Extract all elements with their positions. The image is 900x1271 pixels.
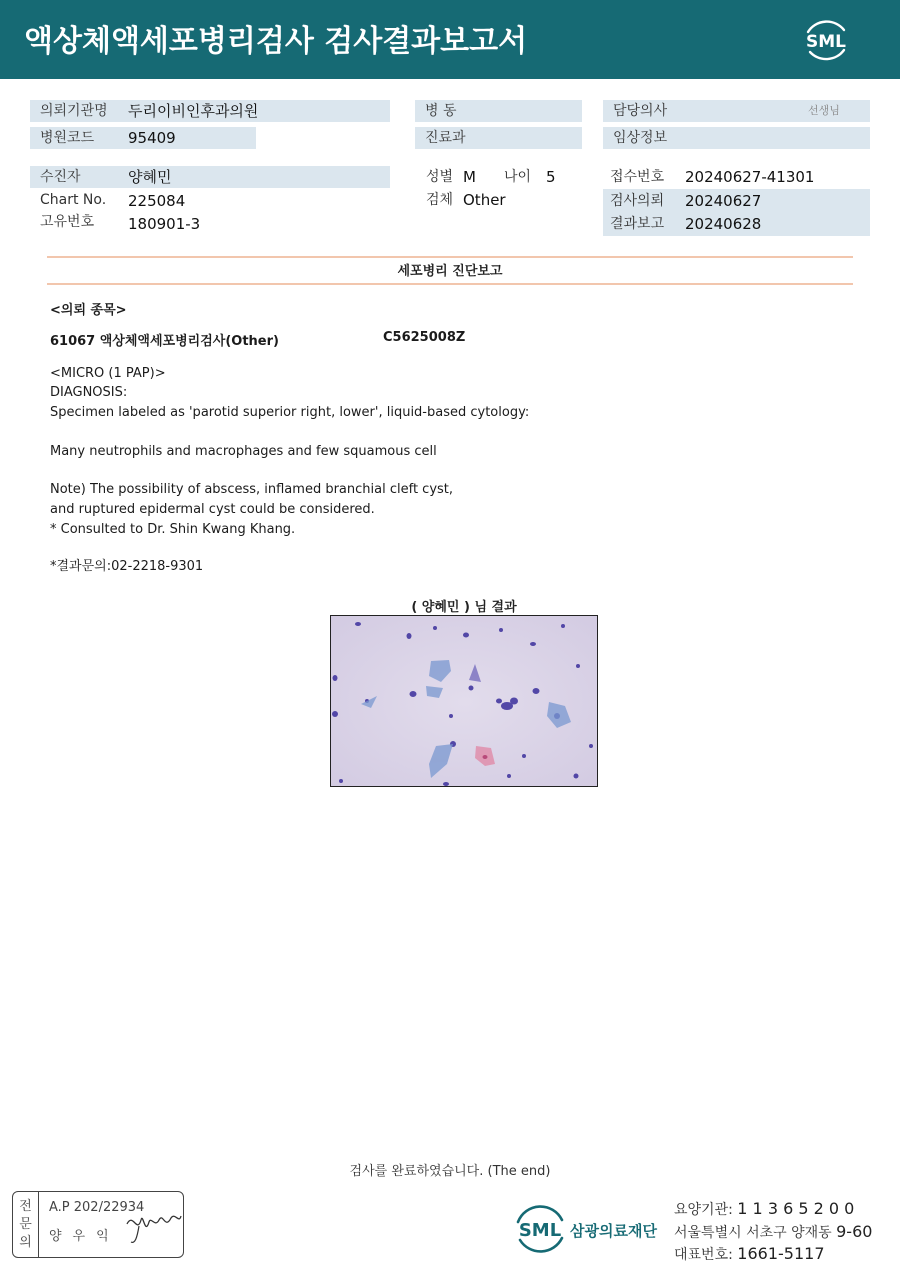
footer-phone-line [674, 1244, 825, 1264]
age-label: 나이 [504, 169, 532, 185]
specimen-line: Specimen labeled as 'parotid superior right, lower', liquid-based cytology: [50, 405, 530, 420]
report-date-label: 결과보고 [610, 216, 665, 232]
request-date-value: 20240627 [685, 192, 762, 210]
section-title: 세포병리 진단보고 [397, 264, 503, 279]
unique-no-label: 고유번호 [40, 214, 95, 230]
pathologist-stamp [12, 1191, 184, 1258]
contact-line: *결과문의:02-2218-9301 [50, 559, 204, 574]
stamp-side-label [13, 1192, 39, 1257]
report-date-value: 20240628 [685, 215, 762, 233]
end-text: 검사를 완료하였습니다. (The end) [349, 1164, 551, 1179]
chart-no-label: Chart No. [40, 192, 107, 208]
note-line-1: Note) The possibility of abscess, inflamed branchial cleft cyst, [50, 482, 454, 497]
image-caption: ( 양혜민 ) 님 결과 [411, 600, 517, 615]
chart-no-value: 225084 [128, 192, 186, 210]
report-title: 액상체액세포병리검사 검사결과보고서 [24, 24, 528, 59]
finding-line: Many neutrophils and macrophages and few squamous cell [50, 444, 437, 459]
section-rule-bottom [47, 283, 853, 285]
age-value: 5 [546, 168, 556, 186]
sex-label: 성별 [426, 169, 454, 185]
stamp-side-1: 전 [19, 1198, 32, 1214]
ward-row [415, 100, 582, 122]
request-item-code: 61067 액상체액세포병리검사(Other) [50, 334, 279, 349]
unique-no-value: 180901-3 [128, 215, 201, 233]
cytology-image-drawing [331, 616, 598, 787]
stamp-pathologist-name: 양우익 [49, 1229, 120, 1244]
sex-value: M [463, 168, 476, 186]
note-line-2: and ruptured epidermal cyst could be considered. [50, 502, 375, 517]
sml-footer-logo-text: SML [518, 1220, 562, 1241]
hospital-code-value: 95409 [128, 129, 176, 147]
doctor-label: 담당의사 [613, 103, 668, 119]
cytology-image [330, 615, 598, 787]
diagnosis-label: DIAGNOSIS: [50, 385, 128, 400]
institution-label: 의뢰기관명 [40, 103, 108, 119]
department-row [415, 127, 582, 149]
institution-value: 두리이비인후과의원 [128, 102, 259, 120]
footer-address: 서울특별시 서초구 양재동 [674, 1225, 832, 1241]
specimen-value: Other [463, 191, 506, 209]
request-item-id: C5625008Z [383, 330, 466, 345]
sml-logo-text: SML [806, 32, 846, 52]
footer-code-value: 1 1 3 6 5 2 0 0 [737, 1199, 855, 1218]
footer-phone-label: 대표번호: [674, 1247, 733, 1263]
patient-row [30, 166, 390, 188]
patient-value: 양혜민 [128, 168, 172, 186]
clinical-info-row [603, 127, 870, 149]
stamp-side-2: 문 [19, 1216, 32, 1232]
note-line-3: * Consulted to Dr. Shin Kwang Khang. [50, 522, 296, 537]
request-date-label: 검사의뢰 [610, 193, 665, 209]
sml-footer-logo-icon [510, 1200, 570, 1256]
footer-address-line [674, 1222, 872, 1242]
report-header [0, 0, 900, 79]
department-label: 진료과 [425, 130, 466, 146]
footer-org-name: 삼광의료재단 [570, 1222, 657, 1240]
signature-icon [125, 1206, 183, 1246]
receipt-label: 접수번호 [610, 169, 665, 185]
footer-code-label: 요양기관: [674, 1202, 733, 1218]
sml-logo-icon [798, 12, 854, 68]
ward-label: 병 동 [425, 103, 457, 119]
stamp-ap-number: A.P 202/22934 [49, 1200, 145, 1215]
receipt-value: 20240627-41301 [685, 168, 815, 186]
hospital-code-label: 병원코드 [40, 130, 95, 146]
footer-phone-value: 1661-5117 [737, 1244, 825, 1263]
stamp-side-3: 의 [19, 1234, 32, 1250]
specimen-label: 검체 [426, 192, 454, 208]
request-items-header: <의뢰 종목> [50, 303, 127, 318]
clinical-info-label: 임상정보 [613, 130, 668, 146]
footer-address-no: 9-60 [836, 1222, 873, 1241]
section-rule-top [47, 256, 853, 258]
micro-header: <MICRO (1 PAP)> [50, 366, 166, 381]
doctor-suffix: 선생님 [808, 104, 840, 117]
footer-code-line [674, 1199, 854, 1219]
patient-label: 수진자 [40, 169, 81, 185]
